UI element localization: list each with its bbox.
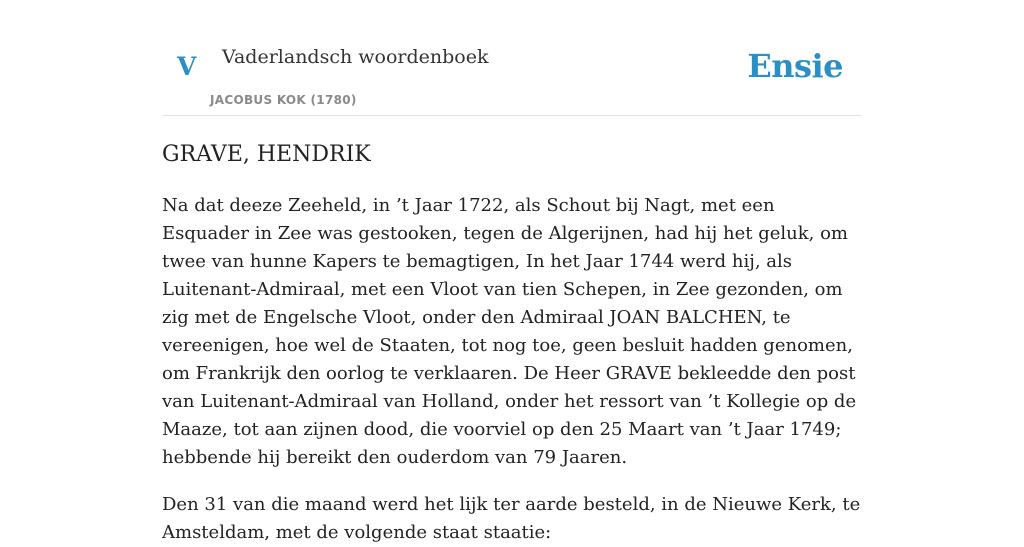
book-header bbox=[162, 0, 862, 116]
page-container bbox=[162, 0, 862, 547]
entry-paragraph: Na dat deeze Zeeheld, in ’t Jaar 1722, als Schout bij Nagt, met een Esquader in Zee was gestooken, tegen de Algerijnen, had hij het geluk, om twee van hunne Kapers te bemagtigen, In het Jaar 1744 werd hij, als Luitenant-Admiraal, met een Vloot van tien Schepen, in Zee gezonden, om zig met de Engelsche Vloot, onder den Admiraal JOAN BALCHEN, te vereenigen, hoe wel de Staaten, tot nog toe, geen besluit hadden genomen, om Frankrijk den oorlog te verklaaren. De Heer GRAVE bekleedde den post van Luitenant-Admiraal van Holland, onder het ressort van ’t Kollegie op de Maaze, tot aan zijnen dood, die voorviel op den 25 Maart van ’t Jaar 1749; hebbende hij bereikt den ouderdom van 79 Jaaren. bbox=[162, 195, 857, 469]
entry-paragraph: Den 31 van die maand werd het lijk ter aarde besteld, in de Nieuwe Kerk, te Amsteldam, met de volgende staat staatie: bbox=[162, 494, 861, 544]
book-title-link[interactable]: Vaderlandsch woordenboek bbox=[222, 46, 489, 68]
ensie-logo[interactable]: Ensie bbox=[747, 47, 843, 85]
book-author: JACOBUS KOK (1780) bbox=[210, 93, 357, 107]
letter-index-link[interactable]: V bbox=[177, 52, 197, 81]
entry-title: GRAVE, HENDRIK bbox=[162, 142, 371, 167]
